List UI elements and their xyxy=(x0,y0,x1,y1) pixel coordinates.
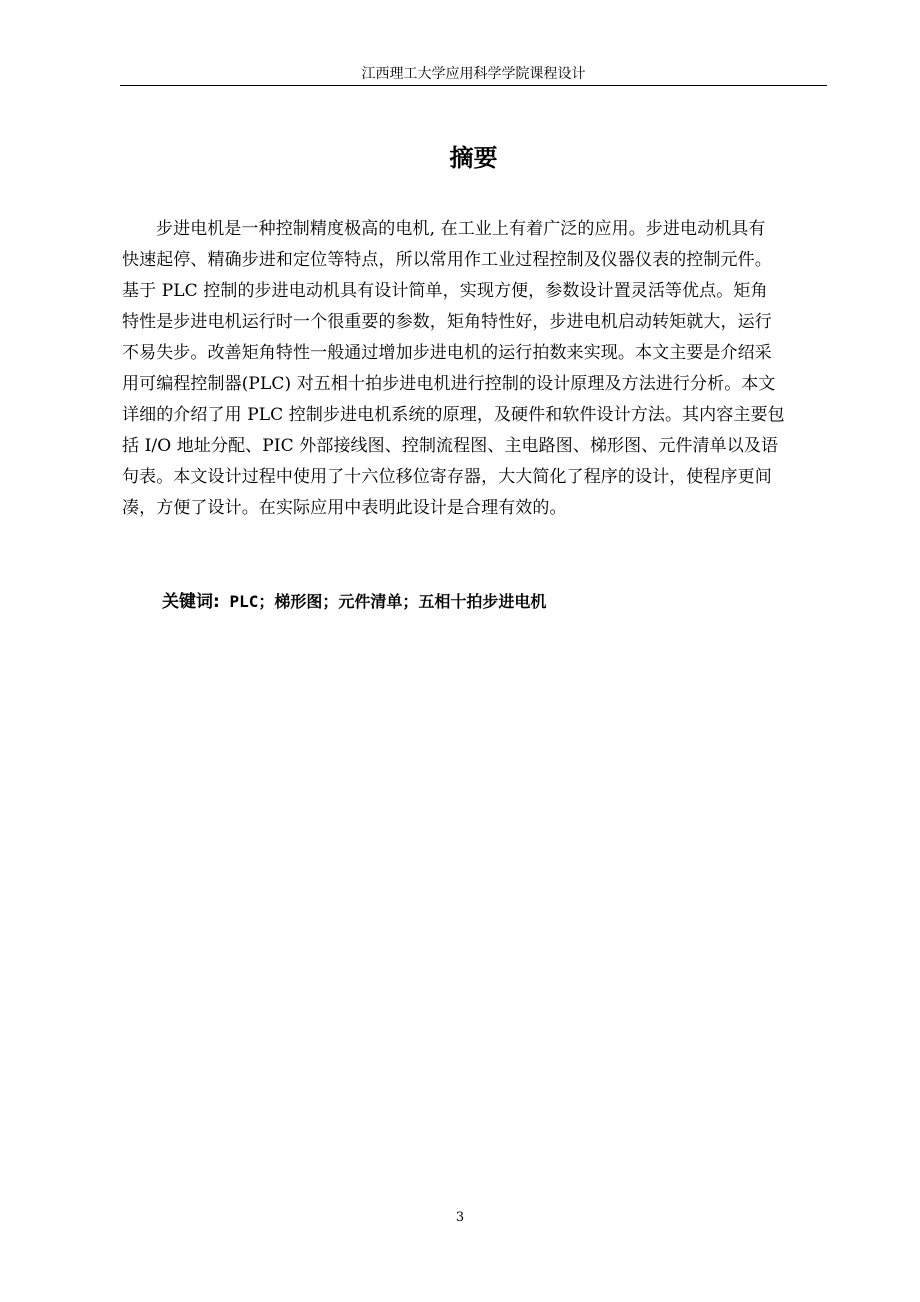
page-number: 3 xyxy=(455,1210,465,1225)
abstract-line: 特性是步进电机运行时一个很重要的参数，矩角特性好，步进电机启动转矩就大，运行 xyxy=(122,312,772,332)
keywords-values: PLC；梯形图；元件清单；五相十拍步进电机 xyxy=(219,592,547,611)
abstract-line: 括 I/O 地址分配、PIC 外部接线图、控制流程图、主电路图、梯形图、元件清单以及语 xyxy=(122,436,779,456)
abstract-line: 详细的介绍了用 PLC 控制步进电机系统的原理，及硬件和软件设计方法。其内容主要包 xyxy=(122,405,785,425)
keywords-label: 关键词: xyxy=(162,592,220,612)
abstract-body xyxy=(122,214,828,524)
abstract-line: 步进电机是一种控制精度极高的电机, 在工业上有着广泛的应用。步进电动机具有 xyxy=(156,219,766,239)
keywords xyxy=(162,588,546,616)
header-rule xyxy=(120,85,827,86)
abstract-line: 凑，方便了设计。在实际应用中表明此设计是合理有效的。 xyxy=(122,498,567,518)
page-title: 摘要 xyxy=(449,144,498,172)
abstract-line: 句表。本文设计过程中使用了十六位移位寄存器，大大简化了程序的设计，使程序更间 xyxy=(122,467,772,487)
abstract-line: 基于 PLC 控制的步进电动机具有设计简单，实现方便，参数设计置灵活等优点。矩角 xyxy=(122,281,768,301)
abstract-line: 用可编程控制器(PLC) 对五相十拍步进电机进行控制的设计原理及方法进行分析。本文 xyxy=(122,374,776,394)
page-header: 江西理工大学应用科学学院课程设计 xyxy=(361,66,586,82)
abstract-line: 不易失步。改善矩角特性一般通过增加步进电机的运行拍数来实现。本文主要是介绍采 xyxy=(122,343,772,363)
abstract-line: 快速起停、精确步进和定位等特点，所以常用作工业过程控制及仪器仪表的控制元件。 xyxy=(122,250,772,270)
